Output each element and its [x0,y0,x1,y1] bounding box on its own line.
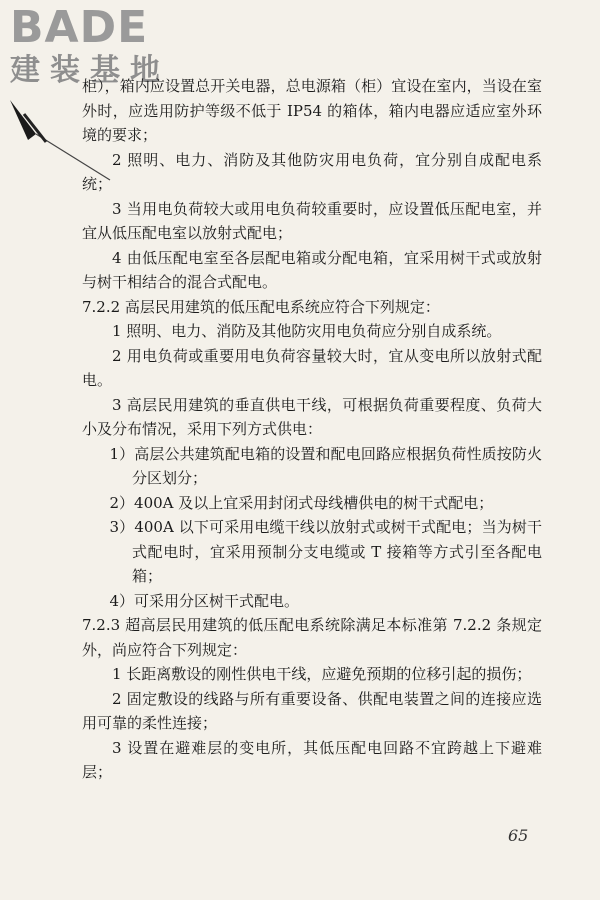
paragraph: 1 照明、电力、消防及其他防灾用电负荷应分别自成系统。 [112,322,502,340]
paragraph: 柜），箱内应设置总开关电器，总电源箱（柜）宜设在室内，当设在室外时，应选用防护等级不低于 IP54 的箱体，箱内电器应适应室外环境的要求； [82,77,542,144]
paragraph: 3 高层民用建筑的垂直供电干线，可根据负荷重要程度、负荷大小及分布情况，采用下列方式供电： [82,395,542,438]
page-number: 65 [508,826,529,845]
paragraph: 3 设置在避难层的变电所，其低压配电回路不宜跨越上下避难层； [82,738,542,781]
sub-item: 3）400A 以下可采用电缆干线以放射式或树干式配电；当为树干式配电时，宜采用预制分支电缆或 T 接箱等方式引至各配电箱； [109,518,542,585]
paragraph: 2 固定敷设的线路与所有重要设备、供配电装置之间的连接应选用可靠的柔性连接； [82,689,542,732]
clause-heading: 7.2.2 高层民用建筑的低压配电系统应符合下列规定： [82,297,440,316]
paragraph: 2 照明、电力、消防及其他防灾用电负荷，宜分别自成配电系统； [82,150,542,193]
paragraph: 4 由低压配电室至各层配电箱或分配电箱，宜采用树干式或放射与树干相结合的混合式配电。 [82,248,542,291]
paragraph: 1 长距离敷设的刚性供电干线，应避免预期的位移引起的损伤； [112,665,532,683]
sub-item: 2）400A 及以上宜采用封闭式母线槽供电的树干式配电； [109,493,494,512]
body-text [82,74,542,785]
paragraph: 2 用电负荷或重要用电负荷容量较大时，宜从变电所以放射式配电。 [82,346,542,389]
sub-item: 1）高层公共建筑配电箱的设置和配电回路应根据负荷性质按防火分区划分； [109,444,542,487]
clause-heading: 7.2.3 超高层民用建筑的低压配电系统除满足本标准第 7.2.2 条规定外，尚应符合下列规定： [82,616,542,659]
watermark-tagline: 建装基地 [10,53,170,88]
watermark-brand: BADE [10,2,149,53]
sub-item: 4）可采用分区树干式配电。 [109,591,300,610]
paragraph: 3 当用电负荷较大或用电负荷较重要时，应设置低压配电室，并宜从低压配电室以放射式配电； [82,199,542,242]
